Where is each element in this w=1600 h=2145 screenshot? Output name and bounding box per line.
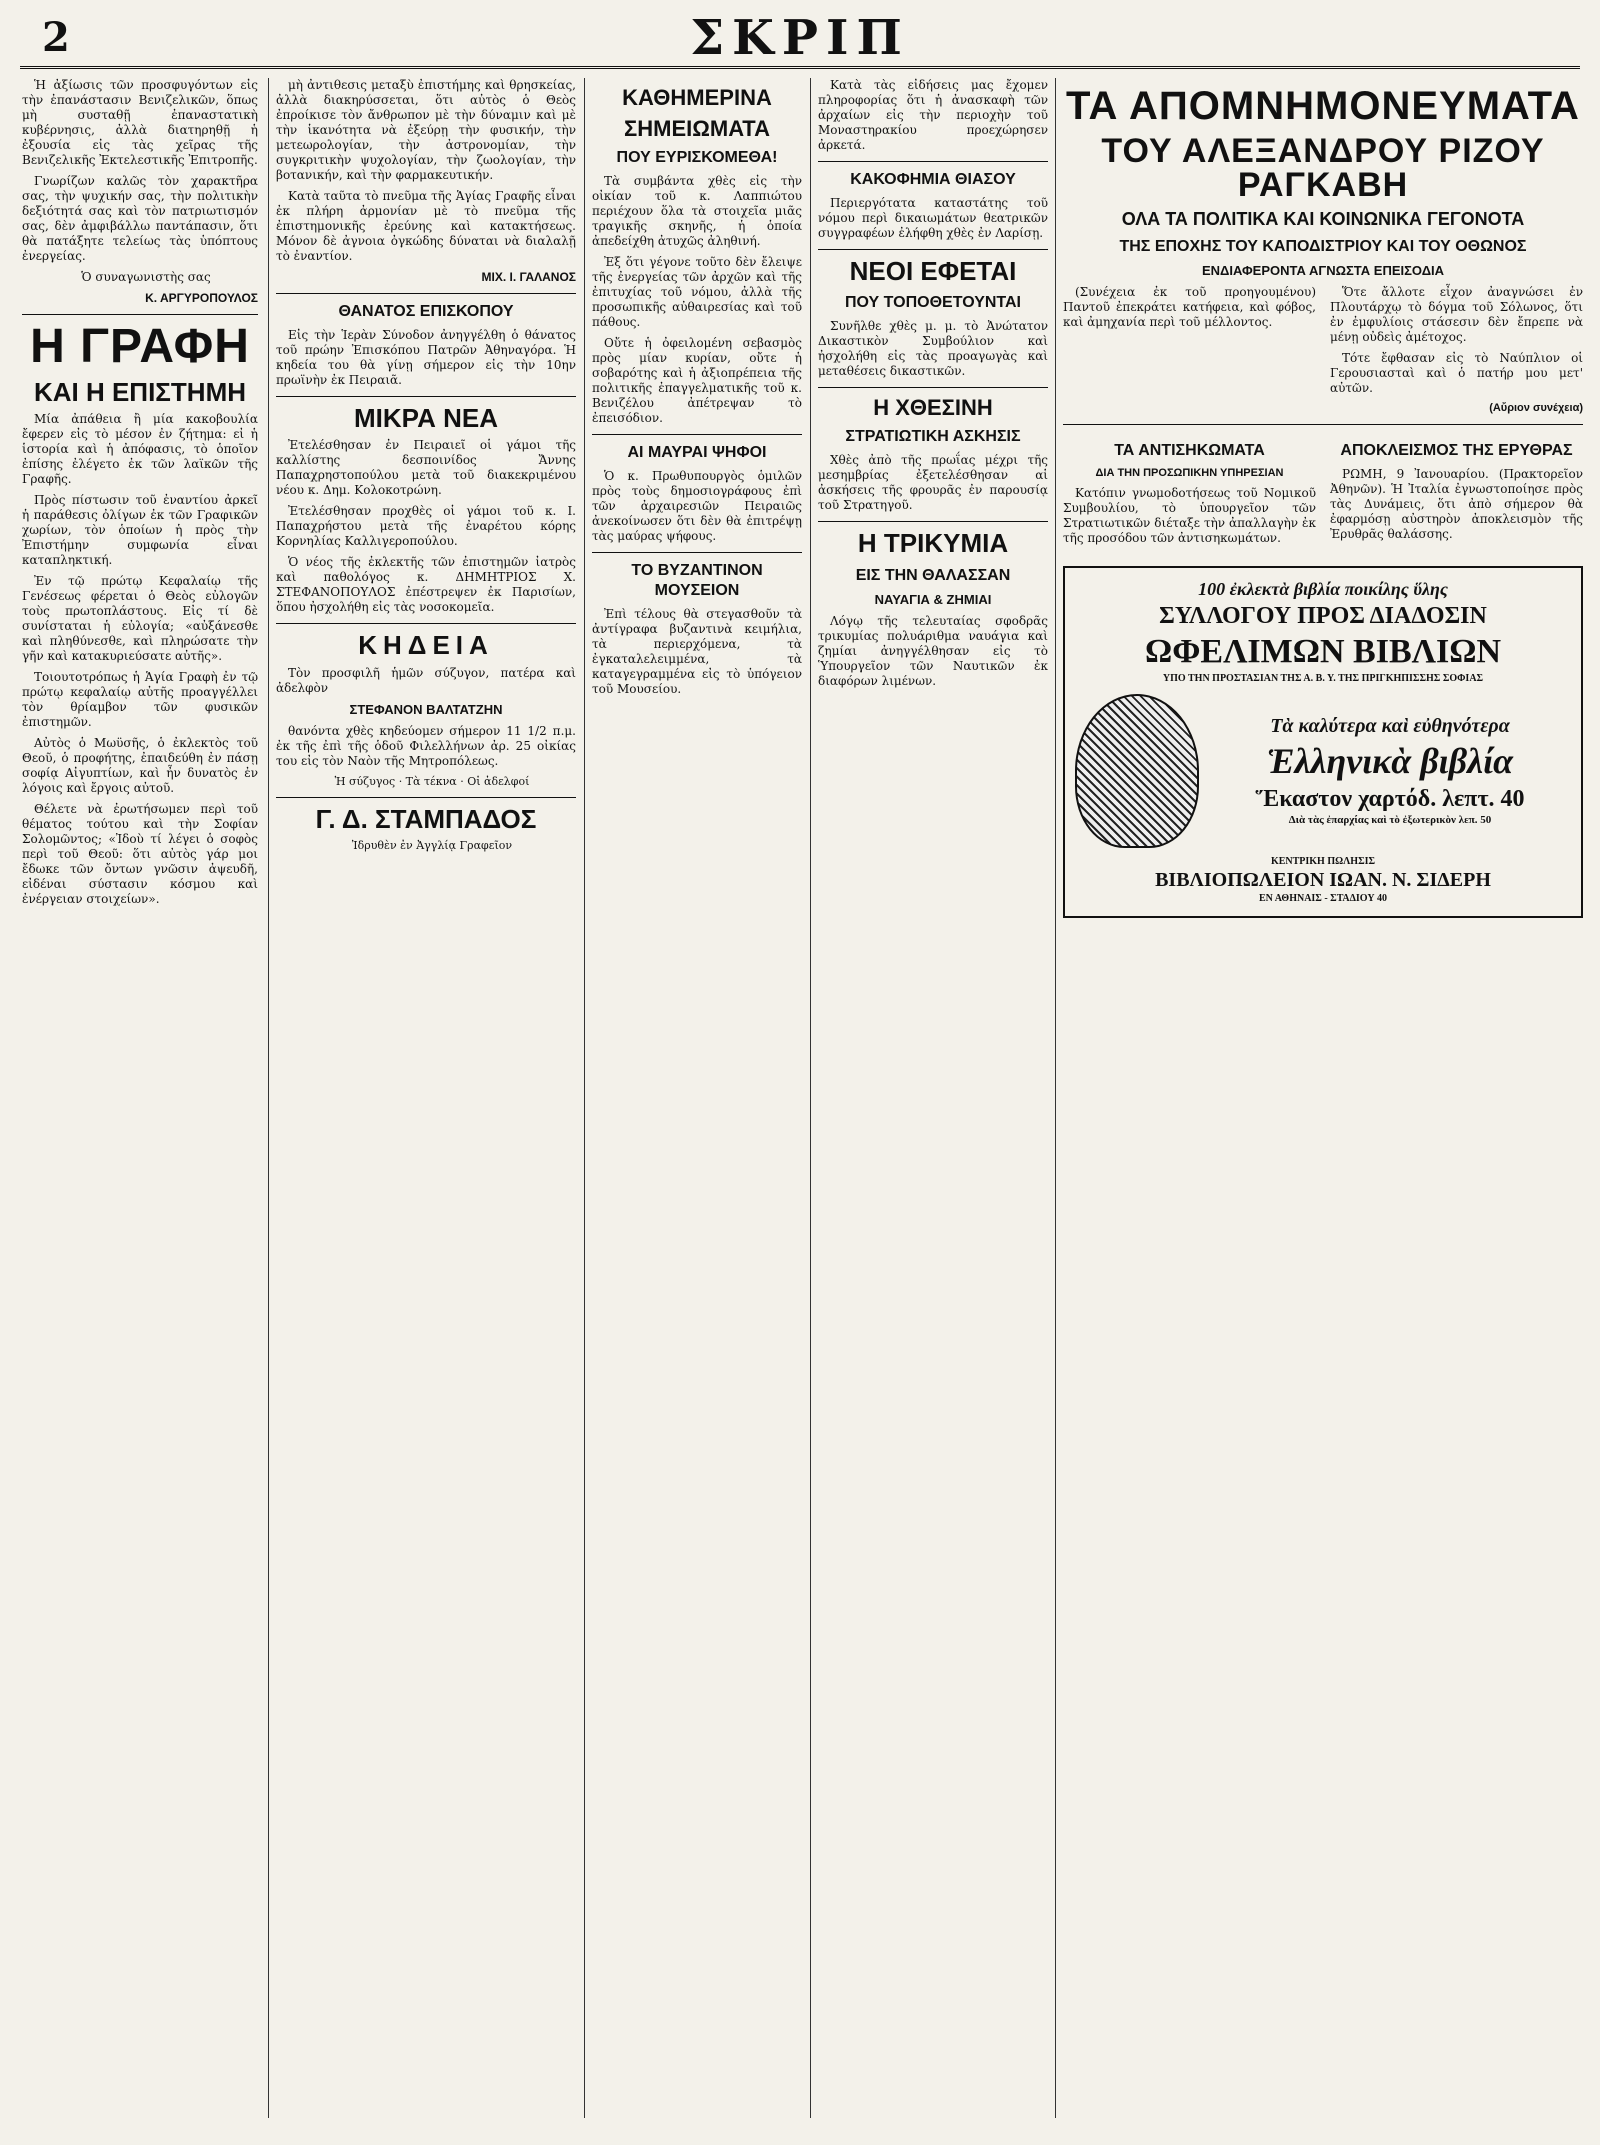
book-advertisement (1063, 566, 1583, 918)
article-heading: ΠΟΥ ΕΥΡΙΣΚΟΜΕΘΑ! (616, 149, 778, 167)
paragraph: Εἰς τὴν Ἱερὰν Σύνοδον ἀνηγγέλθη ὁ θάνατος τοῦ πρώην Ἐπισκόπου Πατρῶν Ἀθηναγόρα. Ἡ κηδεία του θὰ γίνῃ σήμερον εἰς τὴν 10ην πρωϊνὴν ἐκ Πειραιᾶ. (276, 328, 576, 387)
divider (592, 552, 802, 553)
advert-line: ΕΝ ΑΘΗΝΑΙΣ - ΣΤΑΔΙΟΥ 40 (1258, 893, 1388, 905)
paragraph: Ἐπὶ τέλους θὰ στεγασθοῦν τὰ ἀντίγραφα βυζαντινὰ κειμήλια, τὰ περιερχόμενα, τὰ ἐγκαταλελειμμένα, τὰ καταγεγραμμένα εἰς τὸ ὑπόγειον τοῦ Μουσείου. (592, 607, 802, 697)
paragraph: Μία ἀπάθεια ἢ μία κακοβουλία ἔφερεν εἰς τὸ μέσον ἐν ζήτημα: εἰ ἡ ἱστορία καὶ ἡ ἀπόφασις, τὸ ὁποῖον ἐπίσης ἐλέγετο ἐκ τῶν λαϊκῶν τῆς Γραφῆς. (22, 412, 258, 487)
paragraph: ΡΩΜΗ, 9 Ἰανουαρίου. (Πρακτορεῖον Ἀθηνῶν). Ἡ Ἰταλία ἐγνωστοποίησε πρὸς τὰς Δυνάμεις, ὅτι ἀπὸ σήμερον θὰ ἐφαρμόσῃ αὐστηρὸν ἀποκλεισμὸν τῆς Ἐρυθρᾶς θαλάσσης. (1330, 466, 1583, 541)
news-column (1063, 433, 1316, 553)
advert-line: Ἕκαστον χαρτόδ. λεπτ. 40 (1255, 785, 1525, 812)
paragraph: Τότε ἔφθασαν εἰς τὸ Ναύπλιον οἱ Γερουσιασταὶ καὶ ὁ πατήρ μου μετ' αὐτῶν. (1330, 350, 1583, 395)
section-heading: Η ΧΘΕΣΙΝΗ (873, 395, 993, 421)
advert-name: Γ. Δ. ΣΤΑΜΠΑΔΟΣ (315, 803, 537, 834)
column-rule (1055, 78, 1056, 2118)
column-1 (22, 78, 258, 2118)
subheadline: ΚΑΙ Η ΕΠΙΣΤΗΜΗ (33, 377, 247, 407)
feature-subheading: ΟΛΑ ΤΑ ΠΟΛΙΤΙΚΑ ΚΑΙ ΚΟΙΝΩΝΙΚΑ ΓΕΓΟΝΟΤΑ (1121, 209, 1525, 229)
advert-line: Ἑλληνικὰ βιβλία (1267, 740, 1513, 781)
advert-line: ΚΕΝΤΡΙΚΗ ΠΩΛΗΣΙΣ (1270, 855, 1376, 867)
section-heading: ΣΗΜΕΙΩΜΑΤΑ (624, 116, 770, 142)
divider (276, 797, 576, 798)
paragraph: Λόγῳ τῆς τελευταίας σφοδρᾶς τρικυμίας πολυάριθμα ναυάγια καὶ ζημίαι ἀνηγγέλθησαν εἰς τὸ Ὑπουργεῖον τῶν Ναυτικῶν ἐκ διαφόρων λιμένων. (818, 613, 1048, 688)
advert-text (1209, 714, 1571, 828)
divider (818, 249, 1048, 250)
section-heading: ΚΗΔΕΙΑ (358, 630, 494, 661)
paragraph: Κατόπιν γνωμοδοτήσεως τοῦ Νομικοῦ Συμβουλίου, τὸ ὑπουργεῖον τῶν Στρατιωτικῶν διέταξε τὴν ἀπαλλαγὴν ἐκ τῆς προσόδου τῶν ἀντισηκωμάτων. (1063, 486, 1316, 546)
paragraph: Περιεργότατα καταστάτης τοῦ νόμου περὶ δικαιωμάτων θεατρικῶν συγγραφέων ἐλήφθη χθὲς ἐν Λαρίσῃ. (818, 196, 1048, 240)
feature-column (1330, 285, 1583, 416)
continued-note: (Αὔριον συνέχεια) (1489, 401, 1583, 414)
news-column (1330, 433, 1583, 553)
feature-subheading: ΕΝΔΙΑΦΕΡΟΝΤΑ ΑΓΝΩΣΤΑ ΕΠΕΙΣΟΔΙΑ (1201, 262, 1445, 278)
section-subheading: ΝΑΥΑΓΙΑ & ΖΗΜΙΑΙ (874, 591, 992, 607)
feature-headline: ΤΟΥ ΑΛΕΞΑΝΔΡΟΥ ΡΙΖΟΥ ΡΑΓΚΑΒΗ (1101, 132, 1545, 204)
paragraph: Οὔτε ἡ ὀφειλομένη σεβασμὸς πρὸς μίαν κυρίαν, οὔτε ἡ σοβαρότης καὶ ἡ ἀξιοπρέπεια τῆς πολιτικῆς ἐπαγγελματικῆς τοῦ κ. Βενιζέλου ἀπέτρεψαν τὸ ἐπεισόδιον. (592, 336, 802, 426)
article-heading: ΑΠΟΚΛΕΙΣΜΟΣ ΤΗΣ ΕΡΥΘΡΑΣ (1340, 441, 1573, 459)
advert-subtitle: Ἰδρυθὲν ἐν Ἀγγλίᾳ Γραφεῖον (351, 838, 513, 852)
divider (1063, 424, 1583, 425)
paragraph: Τοιουτοτρόπως ἡ Ἁγία Γραφὴ ἐν τῷ πρώτῳ κεφαλαίῳ αὐτῆς προαγγέλλει τὸν θρίαμβον τῶν φυσικῶν ἐπιστημῶν. (22, 670, 258, 730)
article-heading: ΑΙ ΜΑΥΡΑΙ ΨΗΦΟΙ (627, 444, 767, 462)
page-number: 2 (42, 14, 70, 61)
section-heading: ΘΑΝΑΤΟΣ ΕΠΙΣΚΟΠΟΥ (338, 303, 514, 320)
section-subheading: ΕΙΣ ΤΗΝ ΘΑΛΑΣΣΑΝ (855, 566, 1011, 584)
family-names: Ἡ σύζυγος · Τὰ τέκνα · Οἱ ἀδελφοί (334, 774, 530, 788)
advert-line: ΩΦΕΛΙΜΩΝ ΒΙΒΛΙΩΝ (1144, 632, 1502, 670)
advert-line: Διὰ τὰς ἐπαρχίας καὶ τὸ ἐξωτερικὸν λεπ. 50 (1288, 813, 1492, 826)
paragraph: Πρὸς πίστωσιν τοῦ ἐναντίου ἀρκεῖ ἡ παράθεσις ὀλίγων ἐκ τῶν Γραφικῶν χωρίων, τὸν ὁποίων ἡ πρὸς τὴν Ἐπιστήμην συμφωνία εἶναι καταπληκτική. (22, 493, 258, 568)
advert-line: Τὰ καλύτερα καὶ εὐθηνότερα (1270, 714, 1510, 737)
signature: ΜΙΧ. Ι. ΓΑΛΑΝΟΣ (481, 270, 576, 284)
portrait-illustration (1075, 694, 1199, 848)
divider (818, 161, 1048, 162)
paragraph: Ὁ νέος τῆς ἐκλεκτῆς τῶν ἐπιστημῶν ἰατρὸς καὶ παθολόγος κ. ΔΗΜΗΤΡΙΟΣ Χ. ΣΤΕΦΑΝΟΠΟΥΛΟΣ ἐπέστρεψεν ἐκ Παρισίων, ὅπου ἠσχολήθη εἰς τὰς νοσοκομεῖα. (276, 555, 576, 615)
section-heading: Η ΤΡΙΚΥΜΙΑ (857, 528, 1009, 559)
divider (276, 293, 576, 294)
paragraph: θανόντα χθὲς κηδεύομεν σήμερον 11 1/2 π.μ. ἐκ τῆς ἐπὶ τῆς ὁδοῦ Φιλελλήνων ἀρ. 25 οἰκίας του εἰς τὸν Ναὸν τῆς Μητροπόλεως. (276, 723, 576, 768)
paragraph: Ὅτε ἄλλοτε εἶχον ἀναγνώσει ἐν Πλουτάρχῳ τὸ δόγμα τοῦ Σόλωνος, ὅτι ἐν ἐμφυλίοις στάσεσιν δὲν ἔπρεπε νὰ μένῃ οὐδεὶς ἀμέτοχος. (1330, 284, 1583, 344)
section-subheading: ΠΟΥ ΤΟΠΟΘΕΤΟΥΝΤΑΙ (844, 294, 1021, 312)
section-heading: ΜΙΚΡΑ ΝΕΑ (354, 403, 498, 433)
column-3 (592, 78, 802, 2118)
paragraph: Ἐν τῷ πρώτῳ Κεφαλαίῳ τῆς Γενέσεως φέρεται ὁ Θεὸς εὐλογῶν τοὺς πρωτοπλάστους. Εἰς τί δὲ συνίσταται ἡ εὐλογία; «αὐξάνεσθε καὶ πληθύνεσθε, καὶ πληρώσατε τὴν γῆν καὶ κατακυριεύσατε αὐτῆς». (22, 574, 258, 664)
column-2 (276, 78, 576, 2118)
column-rule (810, 78, 811, 2118)
paragraph: Ἡ ἀξίωσις τῶν προσφυγόντων εἰς τὴν ἐπανάστασιν Βενιζελικῶν, ὅπως μὴ συσταθῇ ἐπαναστατικὴ κυβέρνησις, ἀλλὰ διατηρηθῇ ἡ ἐξουσία εἰς τὰς χεῖρας τῆς Βενιζελικῆς Ἐκτελεστικῆς Ἐπιτροπῆς. (22, 78, 258, 167)
funeral-name: ΣΤΕΦΑΝΟΝ ΒΑΛΤΑΤΖΗΝ (349, 701, 503, 717)
paragraph: Συνῆλθε χθὲς μ. μ. τὸ Ἀνώτατον Δικαστικὸν Συμβούλιον καὶ ἠσχολήθη εἰς τὰς προαγωγὰς καὶ μεταθέσεις δικαστικῶν. (818, 319, 1048, 379)
paragraph: Ὁ κ. Πρωθυπουργὸς ὁμιλῶν πρὸς τοὺς δημοσιογράφους ἐπὶ τῶν ἀρχαιρεσιῶν Πειραιῶς ἀνεκοίνωσεν ὅτι δὲν θὰ ἐπιτρέψῃ τὰς μαύρας ψήφους. (592, 469, 802, 544)
paragraph: Θέλετε νὰ ἐρωτήσωμεν περὶ τοῦ θέματος τούτου καὶ τὴν Σοφίαν Σολομῶντος; «Ἰδοὺ τί λέγει ὁ σοφὸς περὶ τοῦ Θεοῦ: ὅτι αὐτὸς γάρ μοι ἔδωκε τῶν ὄντων γνῶσιν ἀψευδῆ, εἰδέναι σύστασιν κόσμου καὶ ἐνέργειαν στοιχείων». (22, 802, 258, 907)
paragraph: Ἐτελέσθησαν ἐν Πειραιεῖ οἱ γάμοι τῆς καλλίστης δεσποινίδος Ἄννης Παπαχρηστοπούλου μετὰ τοῦ διακεκριμένου νέου κ. Δημ. Κολοκοτρώνη. (276, 438, 576, 498)
column-rule (584, 78, 585, 2118)
paragraph: Χθὲς ἀπὸ τῆς πρωΐας μέχρι τῆς μεσημβρίας ἐξετελέσθησαν αἱ ἀσκήσεις τῆς φρουρᾶς ἐν παρουσίᾳ τοῦ Στρατηγοῦ. (818, 453, 1048, 513)
feature-headline: ΤΑ ΑΠΟΜΝΗΜΟΝΕΥΜΑΤΑ (1066, 84, 1580, 128)
paragraph: μὴ ἀντιθεσις μεταξὺ ἐπιστήμης καὶ θρησκείας, ἀλλὰ διακηρύσσεται, ὅτι αὐτὸς ὁ Θεὸς ἐπροίκισε τὸν ἄνθρωπον μὲ τὴν δύναμιν καὶ μὲ τὴν ἱκανότητα νὰ ἐξεύρῃ τὴν φυσικήν, τὴν μετεωρολογίαν, τὴν ἀστρονομίαν, τὴν συγκριτικὴν ψυχολογίαν, τὴν ζωολογίαν, τὴν βοτανικήν, καὶ τὴν φαρμακευτικήν. (276, 78, 576, 182)
article-heading: ΤΟ ΒΥΖΑΝΤΙΝΟΝ ΜΟΥΣΕΙΟΝ (631, 562, 763, 600)
advert-body (1075, 686, 1571, 856)
paragraph: Αὐτὸς ὁ Μωϋσῆς, ὁ ἐκλεκτὸς τοῦ Θεοῦ, ὁ προφήτης, ἐπαιδεύθη ἐν πάσῃ σοφίᾳ Αἰγυπτίων, καὶ ἦν δυνατὸς ἐν λόγοις καὶ ἔργοις αὐτοῦ. (22, 736, 258, 796)
divider (22, 314, 258, 315)
paragraph: Τὰ συμβάντα χθὲς εἰς τὴν οἰκίαν τοῦ κ. Λαππιώτου περιέχουν ὅλα τὰ στοιχεῖα μιᾶς τραγικῆς σκηνῆς, ἡ ὁποία ἀπεδείχθη ἀτυχῶς ἀληθινή. (592, 174, 802, 249)
paragraph: (Συνέχεια ἐκ τοῦ προηγουμένου) Παντοῦ ἐπεκράτει κατήφεια, καὶ φόβος, καὶ ἀμηχανία περὶ τοῦ μέλλοντος. (1063, 284, 1316, 329)
advert-line: 100 ἐκλεκτὰ βιβλία ποικίλης ὕλης (1198, 579, 1448, 600)
paragraph: Γνωρίζων καλῶς τὸν χαρακτῆρα σας, τὴν ψυχικήν σας, τὴν πολιτικὴν δεξιότητά σας καὶ τὸν πατριωτισμόν σας, δὲν ἀμφιβάλλω παντάπασιν, ὅτι θὰ πατάξητε τελείως τὰς ὑπόπτους ἐνεργείας. (22, 174, 258, 263)
signature: Κ. ΑΡΓΥΡΟΠΟΥΛΟΣ (145, 291, 258, 305)
divider (276, 396, 576, 397)
paragraph: Κατὰ τὰς εἰδήσεις μας ἔχομεν πληροφορίας ὅτι ἡ ἀνασκαφὴ τῶν ἀρχαίων εἰς τὴν περιοχὴν τοῦ Μοναστηρακίου προεχώρησεν ἀρκετά. (818, 78, 1048, 152)
divider (818, 521, 1048, 522)
advert-line: ΒΙΒΛΙΟΠΩΛΕΙΟΝ ΙΩΑΝ. Ν. ΣΙΔΕΡΗ (1155, 869, 1491, 892)
masthead (20, 10, 1580, 69)
feature-column (1063, 285, 1316, 416)
paper-name: ΣΚΡΙΠ (690, 10, 910, 66)
article-heading: ΤΑ ΑΝΤΙΣΗΚΩΜΑΤΑ (1114, 441, 1265, 459)
feature-body (1063, 285, 1583, 416)
section-subheading: ΣΤΡΑΤΙΩΤΙΚΗ ΑΣΚΗΣΙΣ (845, 428, 1021, 446)
paragraph: Ἐτελέσθησαν προχθὲς οἱ γάμοι τοῦ κ. Ι. Παπαχρήστου μετὰ τῆς ἐναρέτου κόρης Κορνηλίας Καλλιγεροπούλου. (276, 504, 576, 549)
article-heading: ΚΑΚΟΦΗΜΙΑ ΘΙΑΣΟΥ (850, 171, 1016, 188)
divider (276, 623, 576, 624)
feature-subheading: ΤΗΣ ΕΠΟΧΗΣ ΤΟΥ ΚΑΠΟΔΙΣΤΡΙΟΥ ΚΑΙ ΤΟΥ ΟΘΩΝΟΣ (1119, 237, 1527, 255)
section-heading: ΝΕΟΙ ΕΦΕΤΑΙ (849, 256, 1017, 286)
paragraph: Ἐξ ὅτι γέγονε τοῦτο δὲν ἔλειψε τῆς ἐνεργείας τῶν ἀρχῶν καὶ τῆς ἐπιτυχίας τοῦ νόμου, ἀλλὰ τῆς προσωπικῆς αὐθαιρεσίας καὶ τοῦ πάθους. (592, 255, 802, 330)
column-rule (268, 78, 269, 2118)
news-row (1063, 433, 1583, 553)
article-subheading: ΔΙΑ ΤΗΝ ΠΡΟΣΩΠΙΚΗΝ ΥΠΗΡΕΣΙΑΝ (1095, 466, 1284, 479)
closing-line: Ὁ συναγωνιστὴς σας (81, 270, 211, 284)
divider (818, 387, 1048, 388)
paragraph: Τὸν προσφιλῆ ἡμῶν σύζυγον, πατέρα καὶ ἀδελφὸν (276, 665, 576, 695)
divider (592, 434, 802, 435)
column-4 (818, 78, 1048, 2118)
headline: Η ΓΡΑΦΗ (30, 320, 250, 373)
section-heading: ΚΑΘΗΜΕΡΙΝΑ (622, 85, 772, 110)
advert-line: ΥΠΟ ΤΗΝ ΠΡΟΣΤΑΣΙΑΝ ΤΗΣ Α. Β. Υ. ΤΗΣ ΠΡΙΓΚΗΠΙΣΣΗΣ ΣΟΦΙΑΣ (1162, 673, 1484, 685)
paragraph: Κατὰ ταῦτα τὸ πνεῦμα τῆς Ἁγίας Γραφῆς εἶναι ἐκ πλήρη ἀρμονίαν μὲ τὸ πνεῦμα τῆς ἐπιστημονικῆς ἐρεύνης καὶ κατακτήσεως. Μόνον δὲ ἀγνοια ὀγκώδης δύναται νὰ διαλαλῇ τὸ ἐναντίον. (276, 189, 576, 263)
advert-line: ΣΥΛΛΟΓΟΥ ΠΡΟΣ ΔΙΑΔΟΣΙΝ (1159, 602, 1487, 629)
right-section (1063, 78, 1583, 2118)
